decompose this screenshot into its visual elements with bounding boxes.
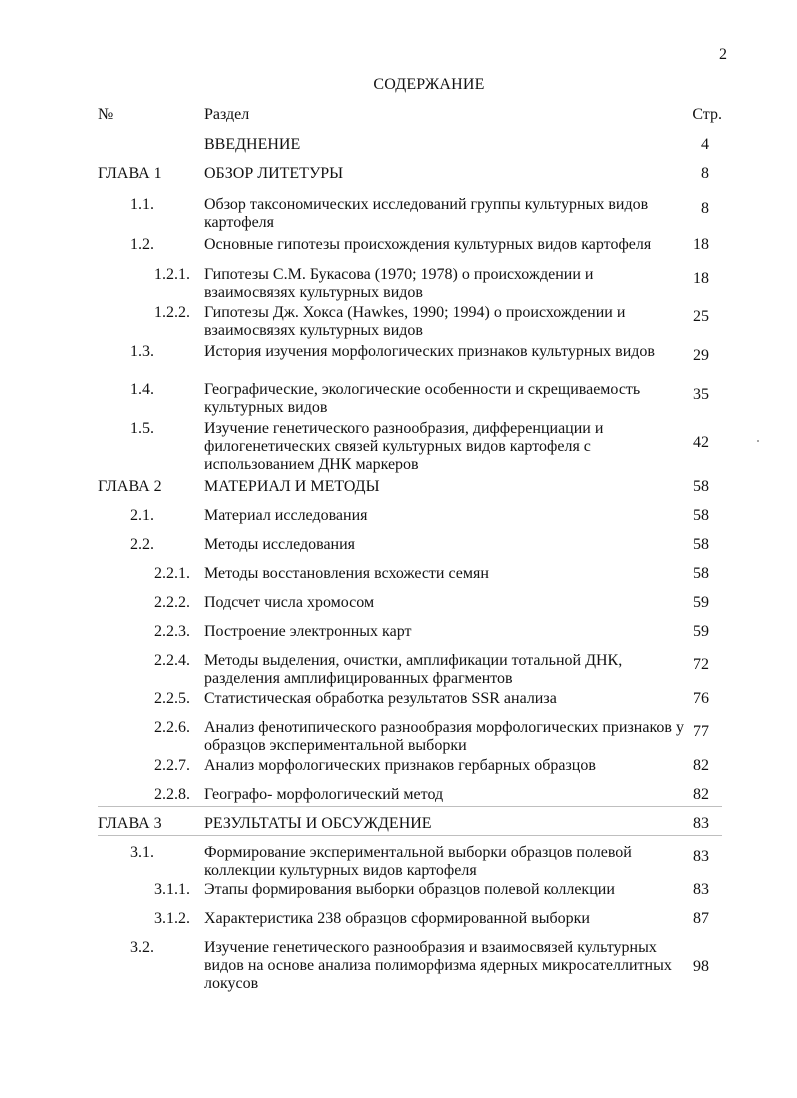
entry-title: Формирование экспериментальной выборки образцов полевой коллекции культурных видов картофеля: [204, 844, 632, 879]
entry-page: 72: [693, 656, 709, 673]
entry-title: Обзор таксономических исследований группы культурных видов картофеля: [204, 196, 649, 231]
entry-title: ОБЗОР ЛИТЕТУРЫ: [204, 165, 344, 182]
entry-page: 76: [693, 690, 709, 707]
entry-page: 59: [693, 623, 709, 640]
entry-number: ГЛАВА 3: [98, 815, 162, 832]
entry-number: 1.5.: [130, 420, 154, 437]
entry-title: Изучение генетического разнообразия, дифференциации и филогенетических связей культурных видов картофеля с использованием ДНК маркеров: [204, 420, 604, 473]
entry-page: 25: [693, 308, 709, 325]
entry-page: 82: [693, 786, 709, 803]
entry-title: Анализ морфологических признаков гербарных образцов: [204, 757, 596, 774]
entry-title: Методы выделения, очистки, амплификации тотальной ДНК, разделения амплифицированных фрагментов: [204, 652, 623, 687]
entry-page: 4: [701, 136, 709, 153]
entry-number: 2.2.3.: [154, 623, 190, 640]
entry-number: 1.2.2.: [154, 304, 190, 321]
entry-number: 2.2.5.: [154, 690, 190, 707]
entry-number: 2.2.1.: [154, 565, 190, 582]
entry-page: 87: [693, 910, 709, 927]
entry-title: Гипотезы Дж. Хокса (Hawkes, 1990; 1994) о происхождении и взаимосвязях культурных видов: [204, 304, 626, 339]
entry-page: 83: [693, 881, 709, 898]
divider: [98, 806, 722, 807]
entry-title: Гипотезы С.М. Букасова (1970; 1978) о происхождении и взаимосвязях культурных видов: [204, 266, 594, 301]
entry-page: 58: [693, 478, 709, 495]
entry-page: 58: [693, 507, 709, 524]
entry-page: 82: [693, 757, 709, 774]
entry-title: Материал исследования: [204, 507, 368, 524]
entry-title: Характеристика 238 образцов сформированной выборки: [204, 910, 590, 927]
entry-number: 3.1.: [130, 844, 154, 861]
entry-number: 1.4.: [130, 381, 154, 398]
page-number: 2: [719, 46, 727, 63]
entry-page: 8: [701, 165, 709, 182]
entry-number: ГЛАВА 1: [98, 165, 162, 182]
entry-page: 18: [693, 236, 709, 253]
scan-speck: [757, 440, 759, 442]
entry-number: 3.2.: [130, 939, 154, 956]
entry-page: 58: [693, 536, 709, 553]
entry-number: 1.2.1.: [154, 266, 190, 283]
entry-title: РЕЗУЛЬТАТЫ И ОБСУЖДЕНИЕ: [204, 815, 432, 832]
header-number: №: [98, 106, 114, 123]
entry-page: 83: [693, 848, 709, 865]
entry-page: 98: [693, 958, 709, 975]
entry-number: 2.2.4.: [154, 652, 190, 669]
entry-page: 59: [693, 594, 709, 611]
entry-title: Статистическая обработка результатов SSR анализа: [204, 690, 557, 707]
entry-page: 77: [693, 723, 709, 740]
entry-number: ГЛАВА 2: [98, 478, 162, 495]
entry-page: 83: [693, 815, 709, 832]
entry-title: Методы восстановления всхожести семян: [204, 565, 489, 582]
entry-number: 2.2.6.: [154, 719, 190, 736]
entry-title: Изучение генетического разнообразия и взаимосвязей культурных видов на основе анализа полиморфизма ядерных микросателлитных локусов: [204, 939, 672, 992]
entry-title: Анализ фенотипического разнообразия морфологических признаков у образцов экспериментальной выборки: [204, 719, 684, 754]
entry-page: 42: [693, 434, 709, 451]
page-title: СОДЕРЖАНИЕ: [373, 76, 485, 93]
entry-page: 35: [693, 386, 709, 403]
entry-title: МАТЕРИАЛ И МЕТОДЫ: [204, 478, 380, 495]
header-section: Раздел: [204, 106, 250, 123]
entry-page: 29: [693, 347, 709, 364]
entry-title: Этапы формирования выборки образцов полевой коллекции: [204, 881, 615, 898]
entry-title: Построение электронных карт: [204, 623, 412, 640]
entry-title: ВВЕДНЕНИЕ: [204, 136, 301, 153]
entry-page: 8: [701, 200, 709, 217]
entry-title: Подсчет числа хромосом: [204, 594, 375, 611]
entry-number: 2.1.: [130, 507, 154, 524]
entry-number: 2.2.8.: [154, 786, 190, 803]
entry-number: 3.1.2.: [154, 910, 190, 927]
entry-page: 58: [693, 565, 709, 582]
entry-number: 3.1.1.: [154, 881, 190, 898]
entry-title: История изучения морфологических признаков культурных видов: [204, 343, 655, 360]
entry-number: 2.2.2.: [154, 594, 190, 611]
header-page: Стр.: [692, 106, 722, 123]
entry-title: Методы исследования: [204, 536, 356, 553]
entry-number: 2.2.7.: [154, 757, 190, 774]
entry-number: 1.1.: [130, 196, 154, 213]
entry-title: Географические, экологические особенности и скрещиваемость культурных видов: [204, 381, 641, 416]
entry-number: 1.2.: [130, 236, 154, 253]
divider: [98, 835, 722, 836]
entry-title: Географо- морфологический метод: [204, 786, 444, 803]
entry-title: Основные гипотезы происхождения культурных видов картофеля: [204, 236, 652, 253]
entry-number: 1.3.: [130, 343, 154, 360]
entry-page: 18: [693, 270, 709, 287]
entry-number: 2.2.: [130, 536, 154, 553]
